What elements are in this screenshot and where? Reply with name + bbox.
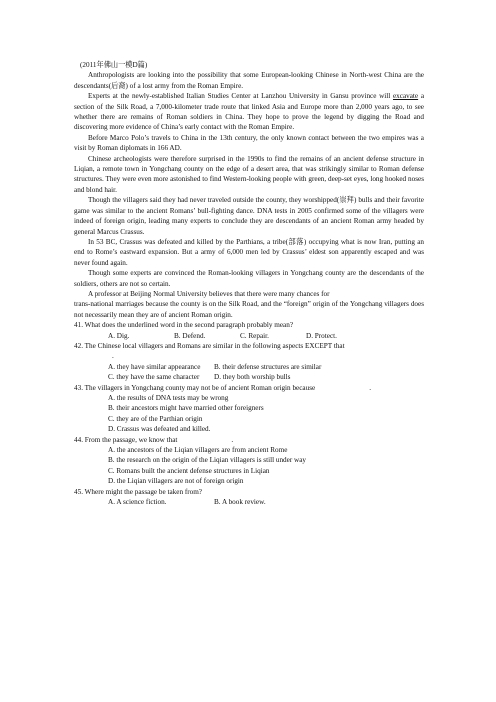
question-42-stem-end: . [112,352,114,361]
option-b[interactable]: B. their ancestors might have married other foreigners [108,404,264,413]
paragraph-4: Chinese archeologists were therefore surprised in the 1990s to find the remains of an ancient defense structure in Liqian, a remote town in Yongchang county on the edge of a desert area, that was strikingly similar to Roman defense structures. They were even more astonished to find Western-looking people with green, deep-set eyes, long hooked noses and blond hair. [74,154,424,194]
option-b[interactable]: B. the research on the origin of the Liqian villagers is still under way [108,456,307,465]
option-c[interactable]: C. Repair. [240,331,269,340]
option-c[interactable]: C. Romans built the ancient defense structures in Liqian [108,466,270,475]
paragraph-5: Though the villagers said they had never traveled outside the county, they worshipped(崇拜) bulls and their favorite game was similar to the ancient Romans’ bull-fighting dance. DNA tests in 2005 confirmed some of the villagers were indeed of foreign origin, leading many experts to conclude they are descendants of an ancient Roman army headed by general Marcus Crassus. [74,196,424,236]
question-45-options [74,497,424,507]
question-42-options-row-1 [74,362,424,372]
paragraph-2-rest: a section of the Silk Road, a 7,000-kilometer trade route that linked Asia and Europe more than 2,000 years ago, to see whether there are remains of Roman soldiers in China. They hope to prove the legend by digging the Road and discovering more evidence of China’s early contact with the Roman Empire. [74,92,425,132]
question-41-options [74,331,424,341]
option-a[interactable]: A. A science fiction. [108,498,167,507]
option-b[interactable]: B. Defend. [174,331,206,340]
paragraph-6: In 53 BC, Crassus was defeated and killed by the Parthians, a tribe(部落) occupying what is now Iran, putting an end to Rome’s eastward expansion. But a army of 6,000 men led by Crassus’ eldest son apparently escaped and was never found again. [74,237,424,267]
option-c[interactable]: C. they are of the Parthian origin [108,414,203,423]
question-43-stem-end: . [369,383,371,392]
option-b[interactable]: B. their defense structures are similar [214,362,322,371]
question-43-stem: 43. The villagers in Yongchang county may not be of ancient Roman origin because . [74,383,371,392]
option-a[interactable]: A. they have similar appearance [108,362,201,371]
source-header: (2011年佛山一模D篇) [80,61,148,69]
question-42-options-row-2 [74,372,424,382]
question-45-stem: 45. Where might the passage be taken from? [74,487,202,496]
option-b[interactable]: B. A book review. [214,498,266,507]
question-44-stem: 44. From the passage, we know that . [74,435,234,444]
question-42-stem: 42. The Chinese local villagers and Romans are similar in the following aspects EXCEPT that [74,341,345,350]
paragraph-2 [74,91,424,133]
exam-page [74,60,424,507]
question-44-stem-end: . [231,435,234,444]
paragraph-8-rest: trans-national marriages because the county is on the Silk Road, and the “foreign” origin of the Yongchang villagers does not necessarily mean they are of ancient Roman origin. [74,300,424,319]
paragraph-1: Anthropologists are looking into the possibility that some European-looking Chinese in North-west China are the descendants(后裔) of a lost army from the Roman Empire. [74,71,424,90]
paragraph-8-start: A professor at Beijing Normal University believes that there were many chances for [88,289,330,298]
underlined-word: excavate [392,92,419,101]
paragraph-2-start: Experts at the newly-established Italian Studies Center at Lanzhou University in Gansu province will [88,92,391,101]
option-d[interactable]: D. they both worship bulls [214,373,291,382]
option-d[interactable]: D. Protect. [306,331,337,340]
option-a[interactable]: A. the results of DNA tests may be wrong [108,394,229,402]
paragraph-3: Before Marco Polo’s travels to China in the 13th century, the only known contact between the two empires was a visit by Roman diplomats in 166 AD. [74,133,424,153]
option-c[interactable]: C. they have the same character [108,373,200,382]
question-41-stem: 41. What does the underlined word in the second paragraph probably mean? [74,321,294,330]
option-a[interactable]: A. Dig. [108,331,130,340]
paragraph-7: Though some experts are convinced the Roman-looking villagers in Yongchang county are the descendants of the soldiers, others are not so certain. [74,269,424,288]
option-a[interactable]: A. the ancestors of the Liqian villagers are from ancient Rome [108,446,288,455]
option-d[interactable]: D. Crassus was defeated and killed. [108,425,211,434]
option-d[interactable]: D. the Liqian villagers are not of foreign origin [108,477,244,486]
